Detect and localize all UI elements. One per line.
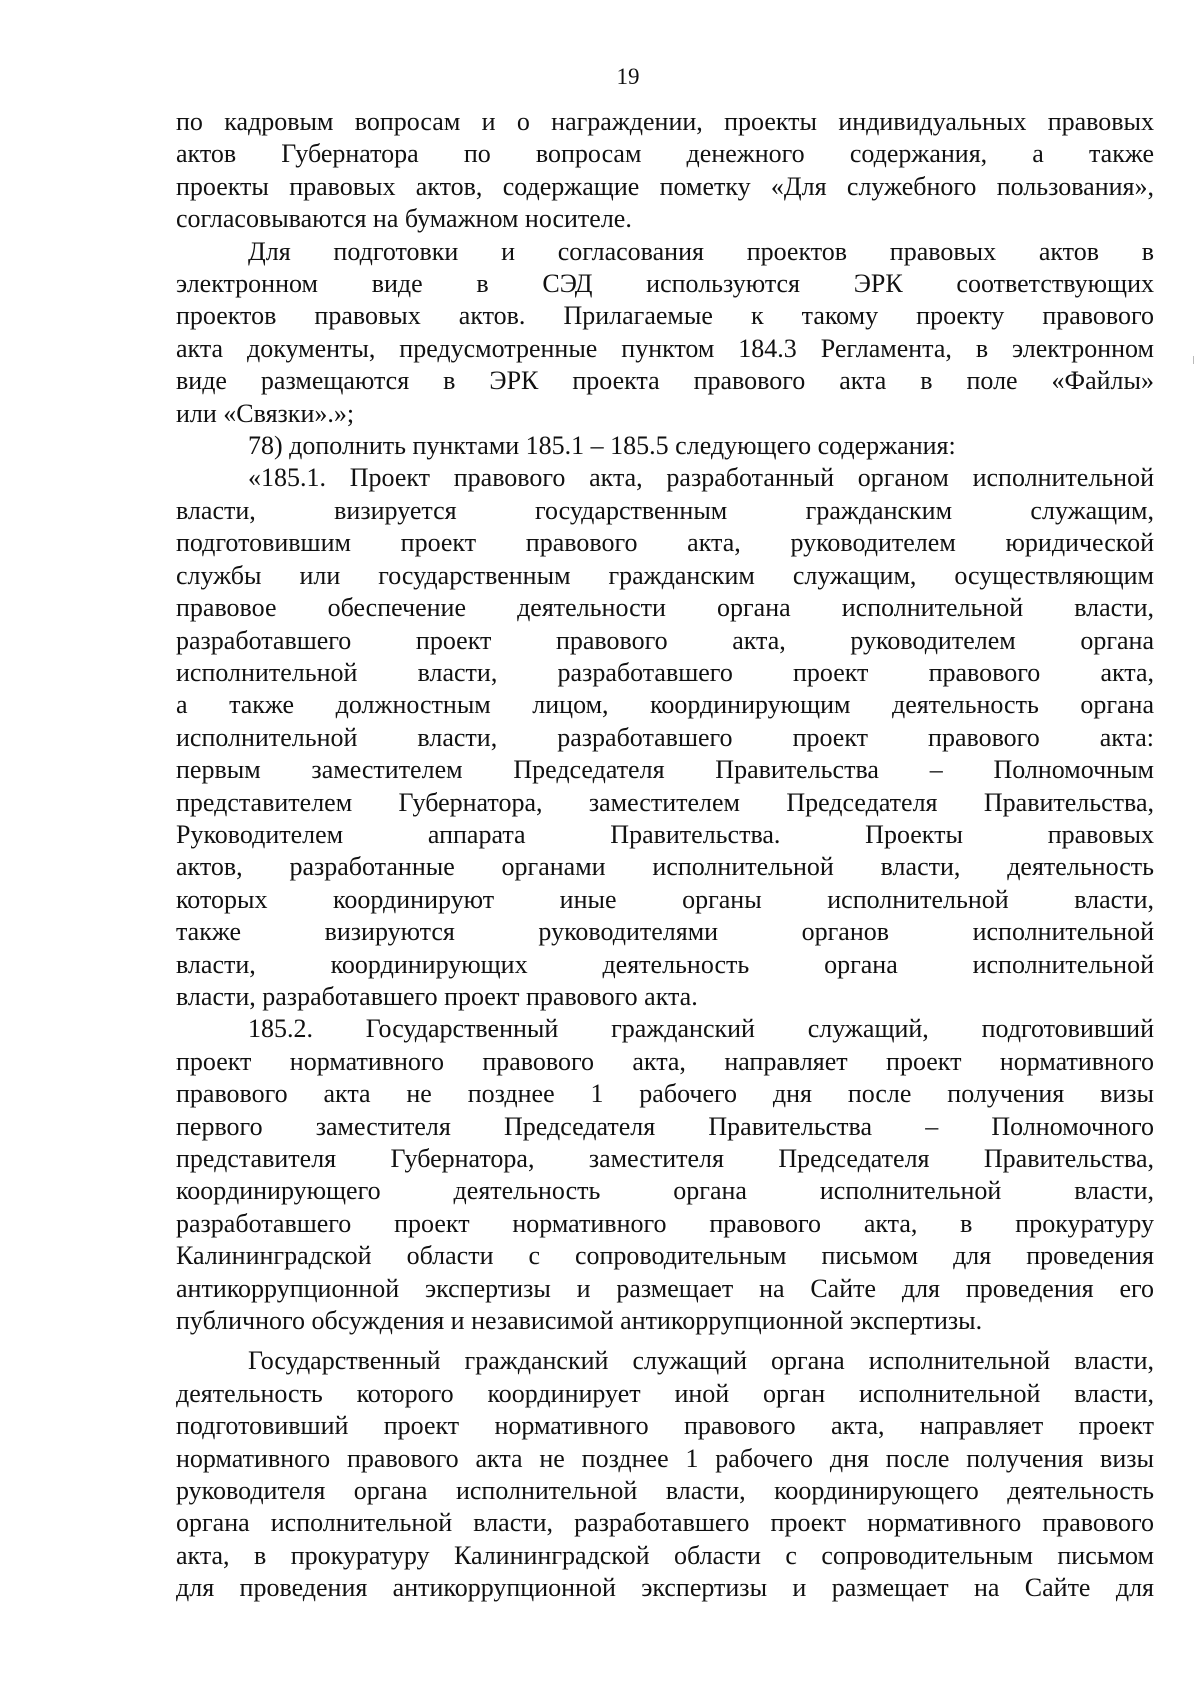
text-line: власти, координирующих деятельность органа исполнительной [176,949,1154,979]
text-line: акта документы, предусмотренные пунктом 184.3 Регламента, в электронном [176,333,1154,363]
text-line: актов Губернатора по вопросам денежного содержания, а также [176,139,1154,169]
text-line: подготовивший проект нормативного правового акта, направляет проект [176,1411,1154,1441]
text-line: органа исполнительной власти, разработавшего проект нормативного правового [176,1508,1154,1538]
text-line: нормативного правового акта не позднее 1 рабочего дня после получения визы [176,1443,1154,1473]
text-line: первого заместителя Председателя Правительства – Полномочного [176,1111,1154,1141]
paragraph-electronic-approval [176,236,1154,430]
text-line: для проведения антикоррупционной экспертизы и размещает на Сайте для [176,1573,1154,1603]
paragraph-gap [176,1337,1154,1345]
text-line: службы или государственным гражданским служащим, осуществляющим [176,560,1154,590]
text-line: первым заместителем Председателя Правительства – Полномочным [176,755,1154,785]
text-line: представителем Губернатора, заместителем Председателя Правительства, [176,787,1154,817]
text-line: власти, визируется государственным гражданским служащим, [176,495,1154,525]
text-line: 185.2. Государственный гражданский служащий, подготовивший [248,1014,1154,1044]
text-line: Для подготовки и согласования проектов правовых актов в [248,236,1154,266]
document-body [176,106,1154,1605]
text-line: «185.1. Проект правового акта, разработанный органом исполнительной [248,463,1154,493]
text-line: Руководителем аппарата Правительства. Проекты правовых [176,819,1154,849]
text-line: проекты правовых актов, содержащие пометку «Для служебного пользования», [176,171,1154,201]
text-line: электронном виде в СЭД используются ЭРК соответствующих [176,269,1154,299]
text-line: виде размещаются в ЭРК проекта правового акта в поле «Файлы» [176,366,1154,396]
text-line: разработавшего проект правового акта, руководителем органа [176,625,1154,655]
text-line: руководителя органа исполнительной власти, координирующего деятельность [176,1476,1154,1506]
paragraph-185-2 [176,1013,1154,1337]
paragraph-approval-paper [176,106,1154,236]
text-line: акта, в прокуратуру Калининградской области с сопроводительным письмом [176,1540,1154,1570]
text-line: деятельность которого координирует иной орган исполнительной власти, [176,1378,1154,1408]
text-line: актов, разработанные органами исполнительной власти, деятельность [176,852,1154,882]
paragraph-185-1 [176,462,1154,1013]
text-line: исполнительной власти, разработавшего проект правового акта: [176,722,1154,752]
paragraph-item-78 [176,430,1154,462]
text-line: также визируются руководителями органов исполнительной [176,917,1154,947]
scan-margin-mark [1193,356,1194,364]
text-line: исполнительной власти, разработавшего проект правового акта, [176,657,1154,687]
text-line: власти, разработавшего проект правового акта. [176,981,698,1011]
text-line: проект нормативного правового акта, направляет проект нормативного [176,1046,1154,1076]
text-line: Государственный гражданский служащий органа исполнительной власти, [248,1346,1154,1376]
text-line: по кадровым вопросам и о награждении, проекты индивидуальных правовых [176,107,1154,136]
text-line: антикоррупционной экспертизы и размещает на Сайте для проведения его [176,1273,1154,1303]
text-line: 78) дополнить пунктами 185.1 – 185.5 следующего содержания: [248,431,956,461]
text-line: согласовываются на бумажном носителе. [176,204,632,234]
text-line: подготовившим проект правового акта, руководителем юридической [176,528,1154,558]
text-line: разработавшего проект нормативного правового акта, в прокуратуру [176,1208,1154,1238]
text-line: представителя Губернатора, заместителя Председателя Правительства, [176,1144,1154,1173]
text-line: или «Связки».»; [176,398,355,428]
text-line: проектов правовых актов. Прилагаемые к такому проекту правового [176,301,1154,331]
text-line: правового акта не позднее 1 рабочего дня после получения визы [176,1079,1154,1109]
text-line: координирующего деятельность органа исполнительной власти, [176,1176,1154,1206]
text-line: а также должностным лицом, координирующим деятельность органа [176,690,1154,720]
text-line: Калининградской области с сопроводительным письмом для проведения [176,1241,1154,1271]
text-line: публичного обсуждения и независимой антикоррупционной экспертизы. [176,1306,983,1336]
paragraph-coordinated-body [176,1345,1154,1604]
text-line: которых координируют иные органы исполнительной власти, [176,884,1154,914]
page-number: 19 [616,64,640,89]
text-line: правовое обеспечение деятельности органа исполнительной власти, [176,593,1154,623]
